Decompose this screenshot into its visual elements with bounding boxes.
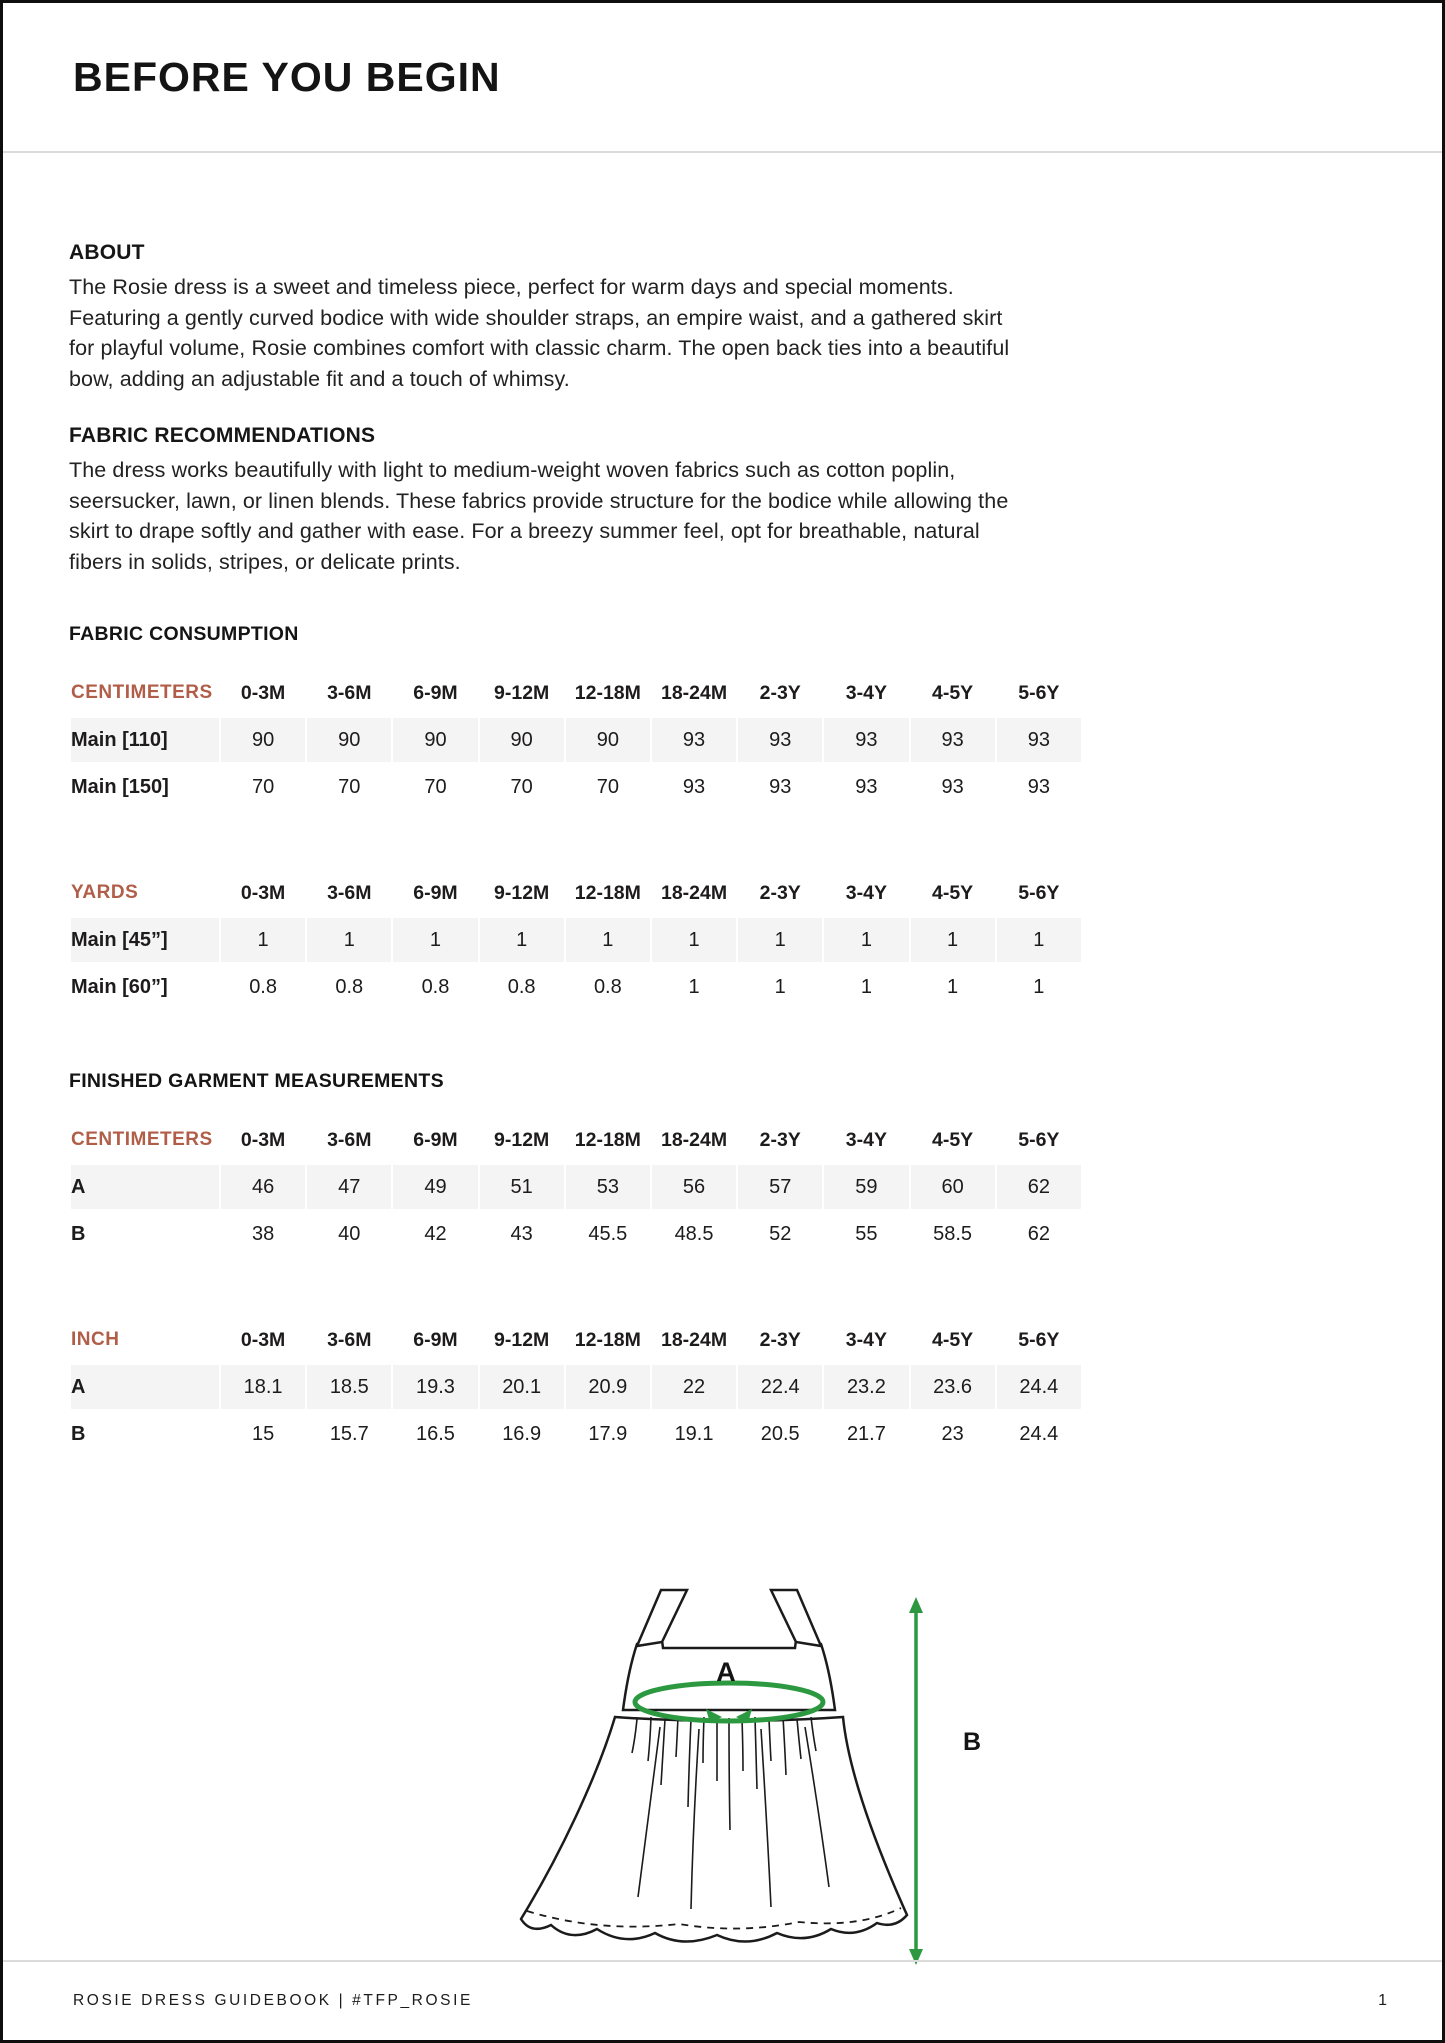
- value-cell: 53: [566, 1165, 650, 1209]
- value-cell: 18.5: [307, 1365, 391, 1409]
- measurement-label-b: B: [962, 1728, 982, 1756]
- row-label: B: [71, 1222, 86, 1245]
- size-column-header: 0-3M: [240, 1128, 286, 1151]
- value-cell: 16.5: [416, 1422, 455, 1445]
- value-cell: 1: [774, 975, 786, 998]
- dress-skirt: [521, 1717, 907, 1942]
- value-cell: 62: [1027, 1222, 1050, 1245]
- row-label: B: [71, 1422, 86, 1445]
- value-cell: 70: [424, 775, 447, 798]
- value-cell: 20.5: [760, 1422, 800, 1445]
- size-column-header: 2-3Y: [759, 681, 801, 704]
- size-column-header: 4-5Y: [931, 1128, 974, 1151]
- size-column-header: 18-24M: [660, 1328, 728, 1351]
- value-cell: 56: [652, 1165, 736, 1209]
- size-column-header: 12-18M: [574, 1128, 641, 1151]
- size-column-header: 2-3Y: [759, 1328, 801, 1351]
- value-cell: 23.2: [824, 1365, 908, 1409]
- value-cell: 1: [911, 918, 995, 962]
- value-cell: 1: [860, 975, 872, 998]
- size-column-header: 3-6M: [327, 1128, 372, 1151]
- value-cell: 1: [652, 918, 736, 962]
- value-cell: 23: [941, 1422, 964, 1445]
- value-cell: 1: [947, 975, 959, 998]
- row-label: A: [71, 1165, 219, 1209]
- value-cell: 0.8: [507, 975, 536, 998]
- row-label: Main [60”]: [71, 975, 168, 998]
- measurement-b-arrowhead-top: [909, 1597, 923, 1613]
- table-row: [71, 1165, 1081, 1209]
- size-column-header: 4-5Y: [931, 681, 974, 704]
- size-table-centimeters: [69, 668, 1083, 812]
- value-cell: 93: [941, 775, 964, 798]
- table-header-row: [71, 1318, 1081, 1362]
- value-cell: 1: [997, 918, 1081, 962]
- value-cell: 90: [221, 718, 305, 762]
- size-column-header: 4-5Y: [931, 1328, 974, 1351]
- page-title: BEFORE YOU BEGIN: [73, 53, 501, 100]
- value-cell: 1: [688, 975, 700, 998]
- table-row: [71, 1412, 1081, 1456]
- size-column-header: 5-6Y: [1018, 681, 1060, 704]
- value-cell: 48.5: [674, 1222, 714, 1245]
- dress-strap-left: [637, 1590, 687, 1646]
- value-cell: 90: [307, 718, 391, 762]
- footer-text: ROSIE DRESS GUIDEBOOK | #TFP_ROSIE: [73, 1992, 473, 2009]
- value-cell: 15.7: [329, 1422, 369, 1445]
- fabric-recommendations-body: The dress works beautifully with light to medium-weight woven fabrics such as cotton poplin, seersucker, lawn, or linen blends. These fabrics provide structure for the bodice while allowing the skirt to drape softly and gather with ease. For a breezy summer feel, opt for breathable, natural fibers in solids, stripes, or delicate prints.: [69, 458, 1009, 574]
- value-cell: 1: [738, 918, 822, 962]
- value-cell: 1: [566, 918, 650, 962]
- value-cell: 23.6: [911, 1365, 995, 1409]
- value-cell: 58.5: [933, 1222, 973, 1245]
- table-row: [71, 718, 1081, 762]
- row-label: Main [150]: [71, 775, 169, 798]
- row-label: Main [45”]: [71, 918, 219, 962]
- value-cell: 17.9: [588, 1422, 628, 1445]
- value-cell: 93: [652, 718, 736, 762]
- size-column-header: 3-6M: [327, 681, 372, 704]
- page-content: [3, 241, 1442, 1997]
- size-column-header: 12-18M: [574, 1328, 641, 1351]
- finished-measurements-tables: [69, 1115, 1372, 1459]
- value-cell: 90: [480, 718, 564, 762]
- size-column-header: 4-5Y: [931, 881, 974, 904]
- size-column-header: 3-4Y: [845, 681, 887, 704]
- table-header-row: [71, 1118, 1081, 1162]
- dress-strap-right: [771, 1590, 821, 1646]
- value-cell: 93: [997, 718, 1081, 762]
- fabric-consumption-heading: FABRIC CONSUMPTION: [69, 623, 299, 645]
- unit-label: CENTIMETERS: [71, 682, 213, 703]
- size-column-header: 3-4Y: [845, 881, 887, 904]
- table-row: [71, 965, 1081, 1009]
- size-column-header: 12-18M: [574, 681, 641, 704]
- value-cell: 90: [393, 718, 477, 762]
- row-label: A: [71, 1365, 219, 1409]
- value-cell: 0.8: [335, 975, 364, 998]
- about-body: The Rosie dress is a sweet and timeless piece, perfect for warm days and special moments. Featuring a gently curved bodice with wide shoulder straps, an empire waist, and a gathered skirt for playful volume, Rosie combines comfort with classic charm. The open back ties into a beautiful bow, adding an adjustable fit and a touch of whimsy.: [69, 275, 1010, 391]
- size-table-inch: [69, 1315, 1083, 1459]
- value-cell: 18.1: [221, 1365, 305, 1409]
- fabric-consumption-tables: [69, 668, 1372, 1012]
- value-cell: 51: [480, 1165, 564, 1209]
- value-cell: 70: [510, 775, 533, 798]
- size-column-header: 3-6M: [327, 1328, 372, 1351]
- table-row: [71, 1365, 1081, 1409]
- size-column-header: 2-3Y: [759, 881, 801, 904]
- value-cell: 90: [566, 718, 650, 762]
- value-cell: 43: [510, 1222, 533, 1245]
- unit-label: INCH: [71, 1329, 120, 1350]
- size-column-header: 5-6Y: [1018, 881, 1060, 904]
- value-cell: 20.9: [566, 1365, 650, 1409]
- unit-label: CENTIMETERS: [71, 1129, 213, 1150]
- value-cell: 93: [911, 718, 995, 762]
- value-cell: 49: [393, 1165, 477, 1209]
- value-cell: 0.8: [421, 975, 450, 998]
- value-cell: 1: [1033, 975, 1045, 998]
- value-cell: 57: [738, 1165, 822, 1209]
- value-cell: 0.8: [593, 975, 622, 998]
- size-column-header: 0-3M: [240, 681, 286, 704]
- value-cell: 93: [1027, 775, 1050, 798]
- table-row: [71, 765, 1081, 809]
- value-cell: 52: [769, 1222, 792, 1245]
- value-cell: 1: [393, 918, 477, 962]
- size-column-header: 5-6Y: [1018, 1128, 1060, 1151]
- page-header: [3, 3, 1442, 153]
- measurement-label-a: A: [716, 1657, 736, 1687]
- size-table-centimeters: [69, 1115, 1083, 1259]
- size-column-header: 18-24M: [660, 881, 728, 904]
- value-cell: 15: [251, 1422, 275, 1445]
- value-cell: 16.9: [502, 1422, 542, 1445]
- value-cell: 93: [769, 775, 792, 798]
- size-column-header: 18-24M: [660, 1128, 728, 1151]
- size-column-header: 18-24M: [660, 681, 728, 704]
- table-row: [71, 918, 1081, 962]
- value-cell: 93: [682, 775, 706, 798]
- value-cell: 1: [480, 918, 564, 962]
- size-column-header: 9-12M: [494, 881, 550, 904]
- size-column-header: 5-6Y: [1018, 1328, 1060, 1351]
- value-cell: 38: [251, 1222, 275, 1245]
- size-column-header: 2-3Y: [759, 1128, 801, 1151]
- value-cell: 42: [424, 1222, 447, 1245]
- value-cell: 59: [824, 1165, 908, 1209]
- value-cell: 47: [307, 1165, 391, 1209]
- value-cell: 24.4: [997, 1365, 1081, 1409]
- value-cell: 45.5: [588, 1222, 628, 1245]
- value-cell: 62: [997, 1165, 1081, 1209]
- size-column-header: 12-18M: [574, 881, 641, 904]
- value-cell: 0.8: [249, 975, 277, 998]
- value-cell: 1: [221, 918, 305, 962]
- value-cell: 93: [824, 718, 908, 762]
- value-cell: 60: [911, 1165, 995, 1209]
- size-column-header: 9-12M: [494, 1128, 550, 1151]
- value-cell: 1: [824, 918, 908, 962]
- about-heading: ABOUT: [69, 241, 145, 264]
- size-column-header: 3-4Y: [845, 1128, 887, 1151]
- table-header-row: [71, 871, 1081, 915]
- value-cell: 70: [596, 775, 619, 798]
- value-cell: 20.1: [480, 1365, 564, 1409]
- value-cell: 40: [338, 1222, 361, 1245]
- value-cell: 93: [738, 718, 822, 762]
- value-cell: 19.1: [674, 1422, 714, 1445]
- fabric-recommendations-heading: FABRIC RECOMMENDATIONS: [69, 424, 376, 447]
- size-column-header: 6-9M: [413, 881, 458, 904]
- page-footer: [3, 1960, 1442, 2040]
- value-cell: 70: [338, 775, 361, 798]
- value-cell: 1: [307, 918, 391, 962]
- value-cell: 24.4: [1019, 1422, 1059, 1445]
- size-column-header: 3-4Y: [845, 1328, 887, 1351]
- page-number: 1: [1378, 1992, 1387, 2009]
- dress-measurement-diagram: [429, 1567, 1009, 1997]
- size-table-yards: [69, 868, 1083, 1012]
- size-column-header: 0-3M: [240, 1328, 286, 1351]
- size-column-header: 3-6M: [327, 881, 372, 904]
- finished-measurements-heading: FINISHED GARMENT MEASUREMENTS: [69, 1070, 444, 1092]
- value-cell: 70: [251, 775, 275, 798]
- size-column-header: 6-9M: [413, 681, 458, 704]
- value-cell: 22.4: [738, 1365, 822, 1409]
- unit-label: YARDS: [71, 882, 139, 903]
- size-column-header: 9-12M: [494, 681, 550, 704]
- size-column-header: 6-9M: [413, 1128, 458, 1151]
- size-column-header: 0-3M: [240, 881, 286, 904]
- row-label: Main [110]: [71, 718, 219, 762]
- value-cell: 19.3: [393, 1365, 477, 1409]
- table-row: [71, 1212, 1081, 1256]
- value-cell: 22: [652, 1365, 736, 1409]
- value-cell: 21.7: [846, 1422, 886, 1445]
- value-cell: 55: [855, 1222, 878, 1245]
- size-column-header: 9-12M: [494, 1328, 550, 1351]
- value-cell: 93: [855, 775, 878, 798]
- size-column-header: 6-9M: [413, 1328, 458, 1351]
- value-cell: 46: [221, 1165, 305, 1209]
- table-header-row: [71, 671, 1081, 715]
